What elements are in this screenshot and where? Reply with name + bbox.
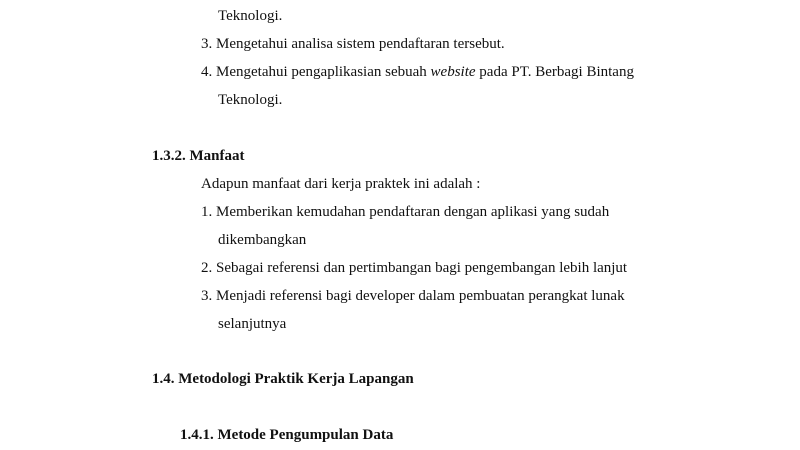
manfaat-item-1-continuation: dikembangkan: [218, 232, 307, 248]
manfaat-item-1: 1. Memberikan kemudahan pendaftaran dengan aplikasi yang sudah: [201, 204, 610, 220]
manfaat-item-3: 3. Menjadi referensi bagi developer dalam pembuatan perangkat lunak: [201, 288, 625, 304]
section-heading-metodologi: 1.4. Metodologi Praktik Kerja Lapangan: [152, 371, 414, 387]
tujuan-item-2-continuation: Teknologi.: [218, 8, 283, 24]
tujuan-item-4-continuation: Teknologi.: [218, 92, 283, 108]
tujuan-item-3: 3. Mengetahui analisa sistem pendaftaran tersebut.: [201, 36, 505, 52]
tujuan-item-4-suffix: pada PT. Berbagi Bintang: [475, 64, 634, 80]
manfaat-intro: Adapun manfaat dari kerja praktek ini adalah :: [201, 176, 481, 192]
manfaat-item-2: 2. Sebagai referensi dan pertimbangan bagi pengembangan lebih lanjut: [201, 260, 628, 276]
tujuan-item-4-italic: website: [430, 64, 476, 80]
section-heading-manfaat: 1.3.2. Manfaat: [152, 148, 245, 164]
subsection-heading-metode-pengumpulan-data: 1.4.1. Metode Pengumpulan Data: [180, 427, 394, 443]
tujuan-item-4: [201, 63, 634, 81]
manfaat-item-3-continuation: selanjutnya: [218, 316, 287, 332]
tujuan-item-4-prefix: 4. Mengetahui pengaplikasian sebuah: [201, 64, 431, 80]
